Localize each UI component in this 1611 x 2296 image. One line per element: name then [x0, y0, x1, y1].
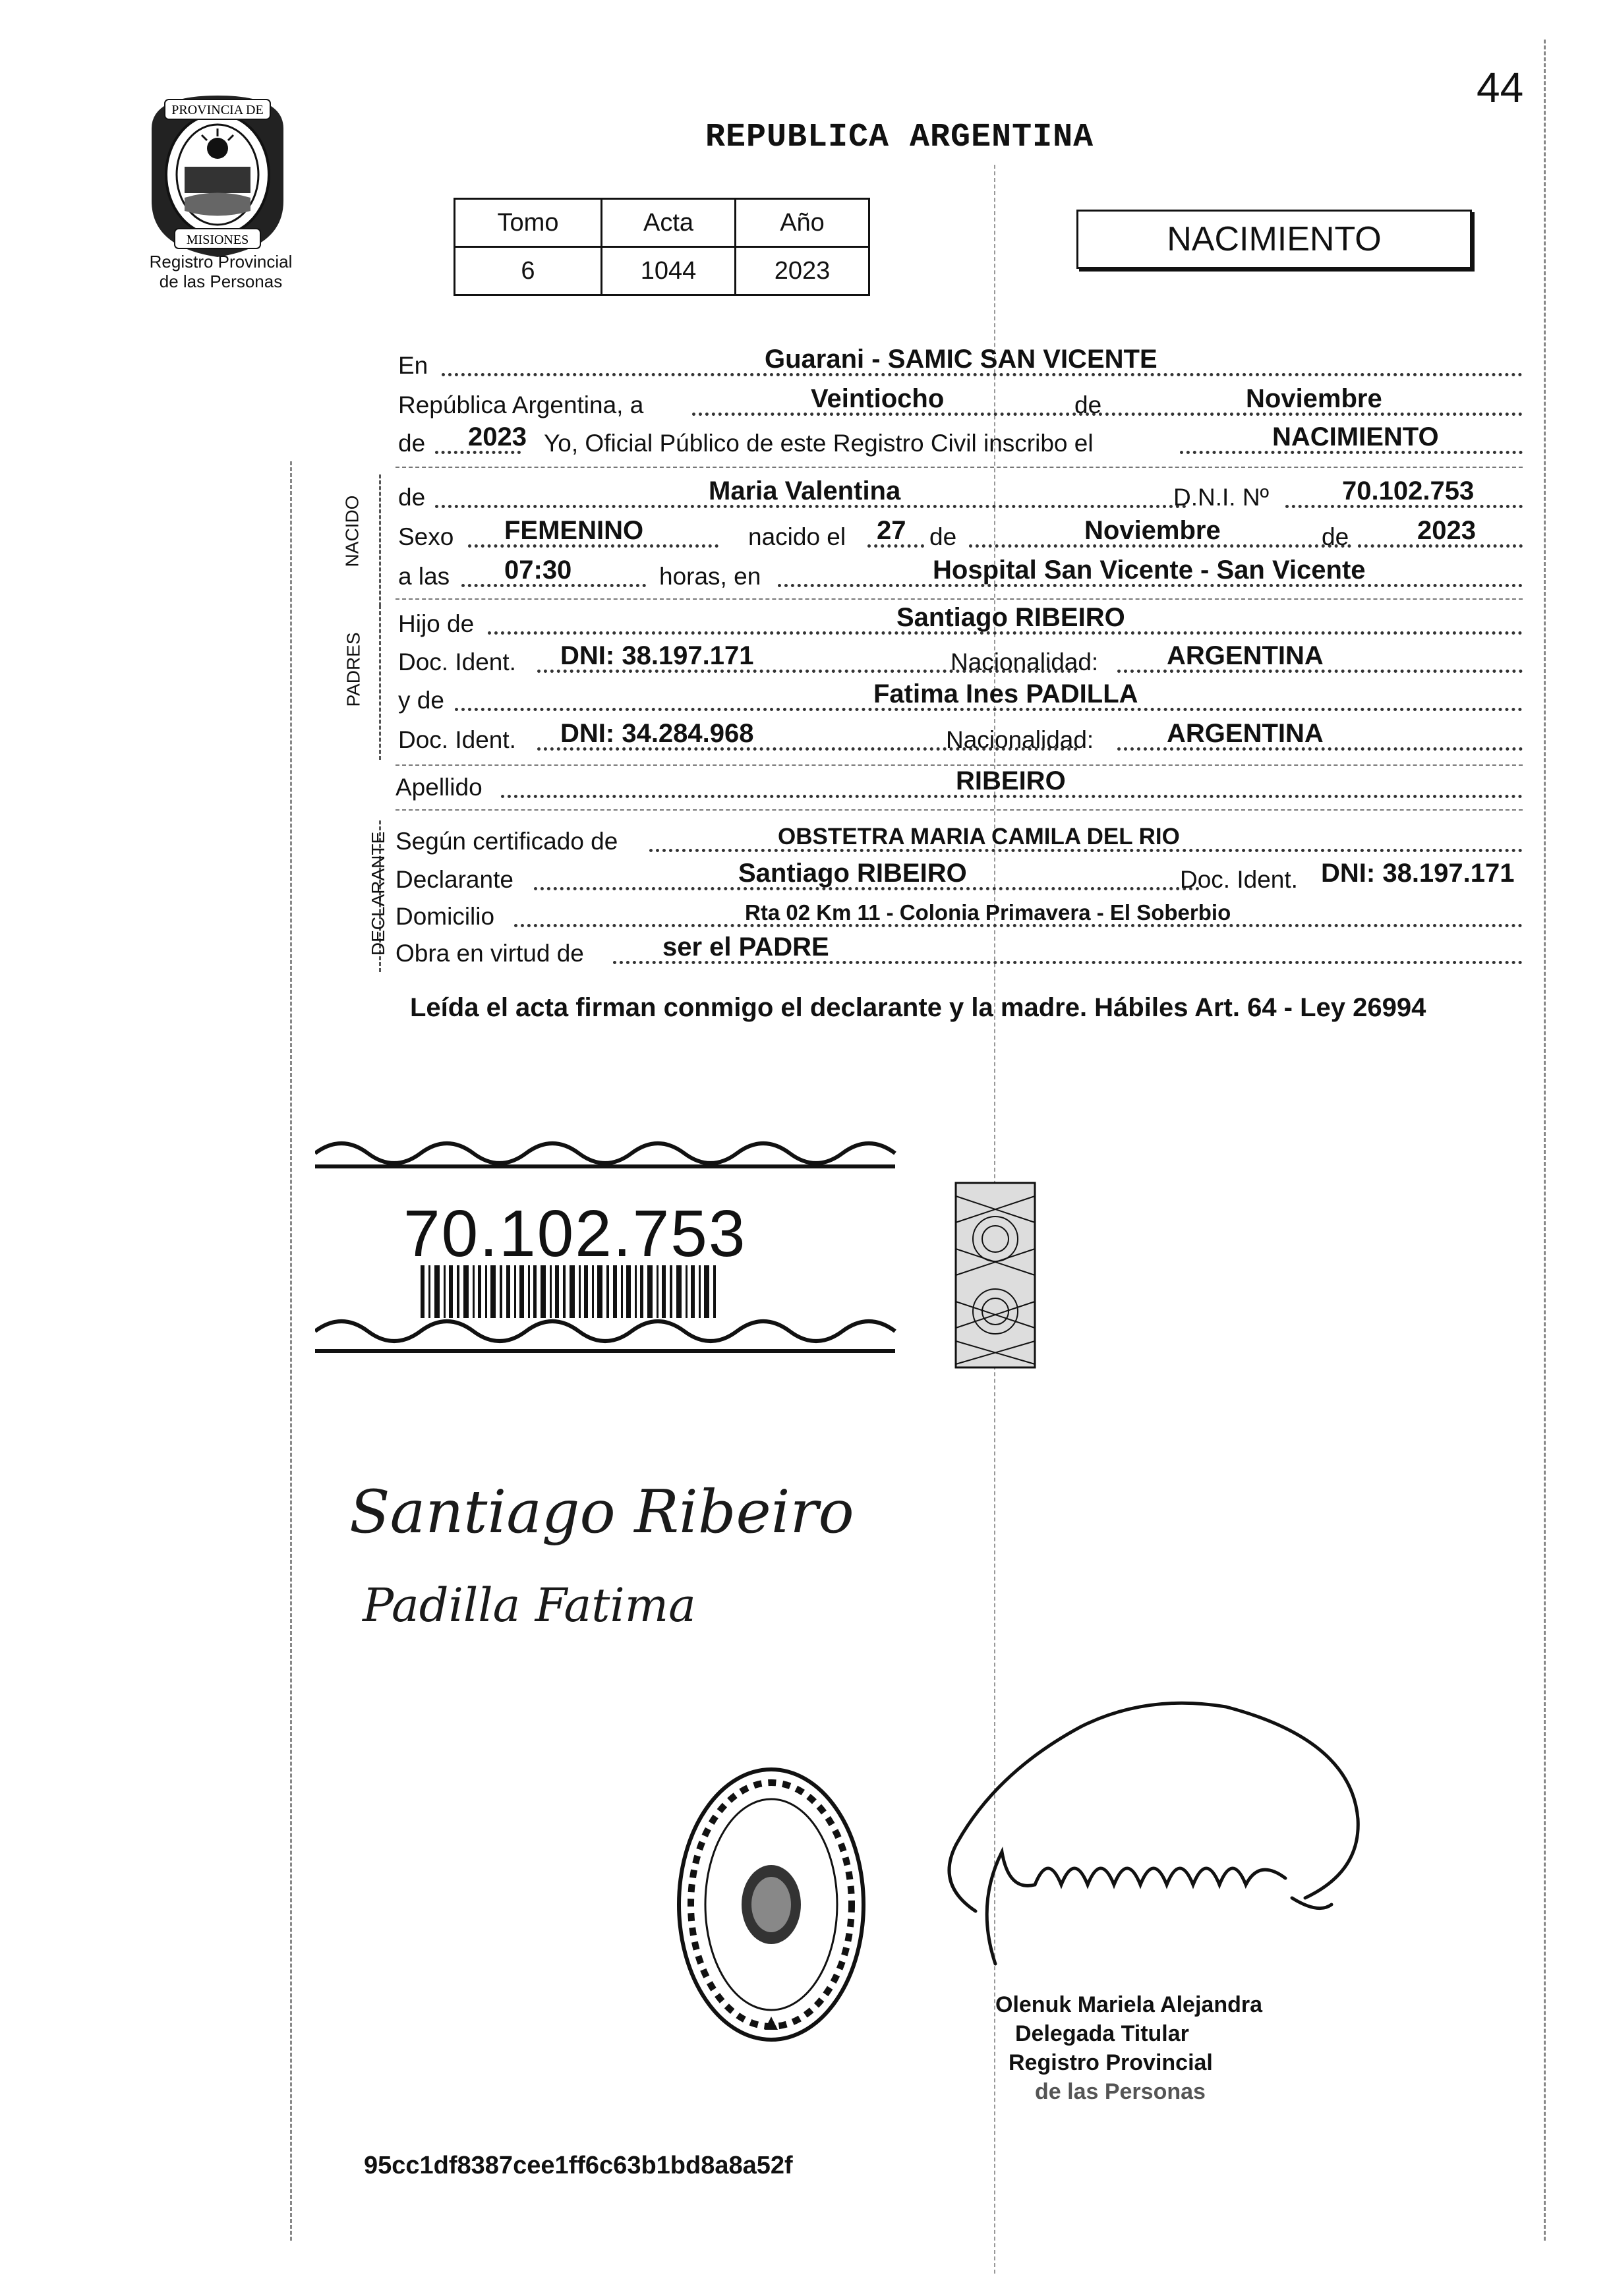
label-domicilio: Domicilio [395, 903, 495, 930]
row-father-doc [395, 639, 1523, 679]
side-label-declarante: DECLARANTE [368, 831, 389, 956]
address-value: Rta 02 Km 11 - Colonia Primavera - El Soberbio [745, 900, 1231, 925]
label-segun-certificado: Según certificado de [395, 828, 618, 855]
mother-doc-value: DNI: 34.284.968 [560, 719, 754, 748]
birth-day-value: 27 [877, 516, 906, 545]
month-value: Noviembre [1246, 384, 1382, 413]
section-rule [395, 809, 1523, 811]
day-words-value: Veintiocho [811, 384, 945, 413]
event-value: NACIMIENTO [1272, 422, 1439, 451]
officer-role: Delegada Titular [1015, 2021, 1189, 2046]
page-number: 44 [1477, 64, 1524, 111]
row-father [395, 601, 1523, 641]
officer-signature [896, 1687, 1404, 1997]
seal-text-bottom: MISIONES [186, 233, 249, 247]
birth-time-value: 07:30 [504, 556, 572, 585]
logo-caption-line: Registro Provincial [149, 252, 293, 272]
label-en: En [398, 352, 428, 379]
label-de2: de [398, 430, 426, 457]
label-de: de [1074, 391, 1102, 418]
row-nacido-hora [395, 554, 1523, 593]
row-declarante [395, 857, 1523, 896]
row-en [395, 343, 1523, 382]
row-nacido-sexo [395, 514, 1523, 554]
label-doc-ident: Doc. Ident. [398, 648, 516, 675]
row-officer [395, 420, 1523, 460]
label-doc-ident: Doc. Ident. [1180, 866, 1298, 893]
label-doc-ident: Doc. Ident. [398, 726, 516, 753]
acta-value: 1044 [602, 247, 736, 295]
row-apellido [395, 764, 1523, 804]
province-seal-logo [138, 89, 297, 260]
surname-value: RIBEIRO [956, 766, 1066, 795]
birth-month-value: Noviembre [1084, 516, 1221, 545]
father-doc-value: DNI: 38.197.171 [560, 641, 754, 670]
label-nacionalidad: Nacionalidad: [946, 726, 1094, 753]
label-hijo-de: Hijo de [398, 610, 475, 637]
reference-table [454, 198, 870, 296]
margin-line [290, 461, 292, 2241]
margin-line-right [1544, 40, 1546, 2241]
row-certificado [395, 818, 1523, 858]
handwritten-name-2: Padilla Fatima [363, 1578, 696, 1632]
declarant-doc-value: DNI: 38.197.171 [1321, 859, 1515, 888]
row-obra [395, 931, 1523, 970]
label-de: de [1322, 523, 1349, 550]
anio-header: Año [736, 199, 869, 247]
document-hash: 95cc1df8387cee1ff6c63b1bd8a8a52f [364, 2152, 793, 2179]
mother-name-value: Fatima Ines PADILLA [873, 679, 1138, 708]
label-obra-en-virtud: Obra en virtud de [395, 940, 584, 967]
document-title: REPUBLICA ARGENTINA [705, 119, 1094, 156]
officer-stamp-text [995, 1990, 1262, 2106]
declarant-name-value: Santiago RIBEIRO [738, 859, 967, 888]
tomo-header: Tomo [455, 199, 602, 247]
child-dni-value: 70.102.753 [1342, 476, 1475, 505]
handwritten-signatures [343, 1450, 936, 1661]
certificate-value: OBSTETRA MARIA CAMILA DEL RIO [778, 824, 1180, 849]
label-horas-en: horas, en [659, 563, 761, 590]
tomo-value: 6 [455, 247, 602, 295]
section-bracket [379, 605, 381, 760]
barcode-number: 70.102.753 [403, 1197, 747, 1271]
label-apellido: Apellido [395, 774, 483, 801]
label-a-las: a las [398, 563, 450, 590]
label-de: de [398, 484, 426, 511]
row-republica [395, 382, 1523, 422]
row-mother-doc [395, 717, 1523, 757]
label-nacionalidad: Nacionalidad: [951, 648, 1099, 675]
label-sexo: Sexo [398, 523, 454, 550]
seal-text-top: PROVINCIA DE [171, 103, 264, 117]
label-y-de: y de [398, 687, 444, 714]
year-value: 2023 [468, 422, 527, 451]
father-nationality-value: ARGENTINA [1167, 641, 1324, 670]
act-type-box: NACIMIENTO [1076, 210, 1472, 269]
label-republica: República Argentina, a [398, 391, 644, 418]
side-label-nacido: NACIDO [341, 495, 363, 567]
birth-place-value: Hospital San Vicente - San Vicente [933, 556, 1366, 585]
officer-text: Yo, Oficial Público de este Registro Civil inscribo el [544, 430, 1094, 457]
place-value: Guarani - SAMIC SAN VICENTE [765, 345, 1157, 374]
row-domicilio [395, 894, 1523, 933]
reason-value: ser el PADRE [662, 933, 829, 961]
closing-statement: Leída el acta firman conmigo el declarante y la madre. Hábiles Art. 64 - Ley 26994 [410, 993, 1426, 1022]
section-rule [395, 598, 1523, 600]
side-label-padres: PADRES [343, 632, 364, 707]
officer-office: Registro Provincial [1009, 2050, 1213, 2075]
section-rule [395, 467, 1523, 468]
sexo-value: FEMENINO [504, 516, 644, 545]
father-name-value: Santiago RIBEIRO [896, 603, 1125, 632]
security-hologram [952, 1180, 1038, 1371]
birth-year-value: 2023 [1417, 516, 1476, 545]
label-de: de [929, 523, 957, 550]
acta-header: Acta [602, 199, 736, 247]
official-stamp-seal [666, 1753, 877, 2056]
anio-value: 2023 [736, 247, 869, 295]
child-name-value: Maria Valentina [709, 476, 901, 505]
officer-office-2: de las Personas [1035, 2079, 1206, 2104]
logo-caption [125, 252, 316, 291]
handwritten-name-1: Santiago Ribeiro [349, 1478, 854, 1547]
mother-nationality-value: ARGENTINA [1167, 719, 1324, 748]
officer-name: Olenuk Mariela Alejandra [995, 1992, 1262, 2017]
label-nacido-el: nacido el [748, 523, 846, 550]
label-declarante: Declarante [395, 866, 513, 893]
row-mother [395, 677, 1523, 717]
label-dni: D.N.I. Nº [1173, 484, 1270, 511]
row-nacido-name [395, 474, 1523, 514]
logo-caption-line: de las Personas [159, 272, 283, 291]
